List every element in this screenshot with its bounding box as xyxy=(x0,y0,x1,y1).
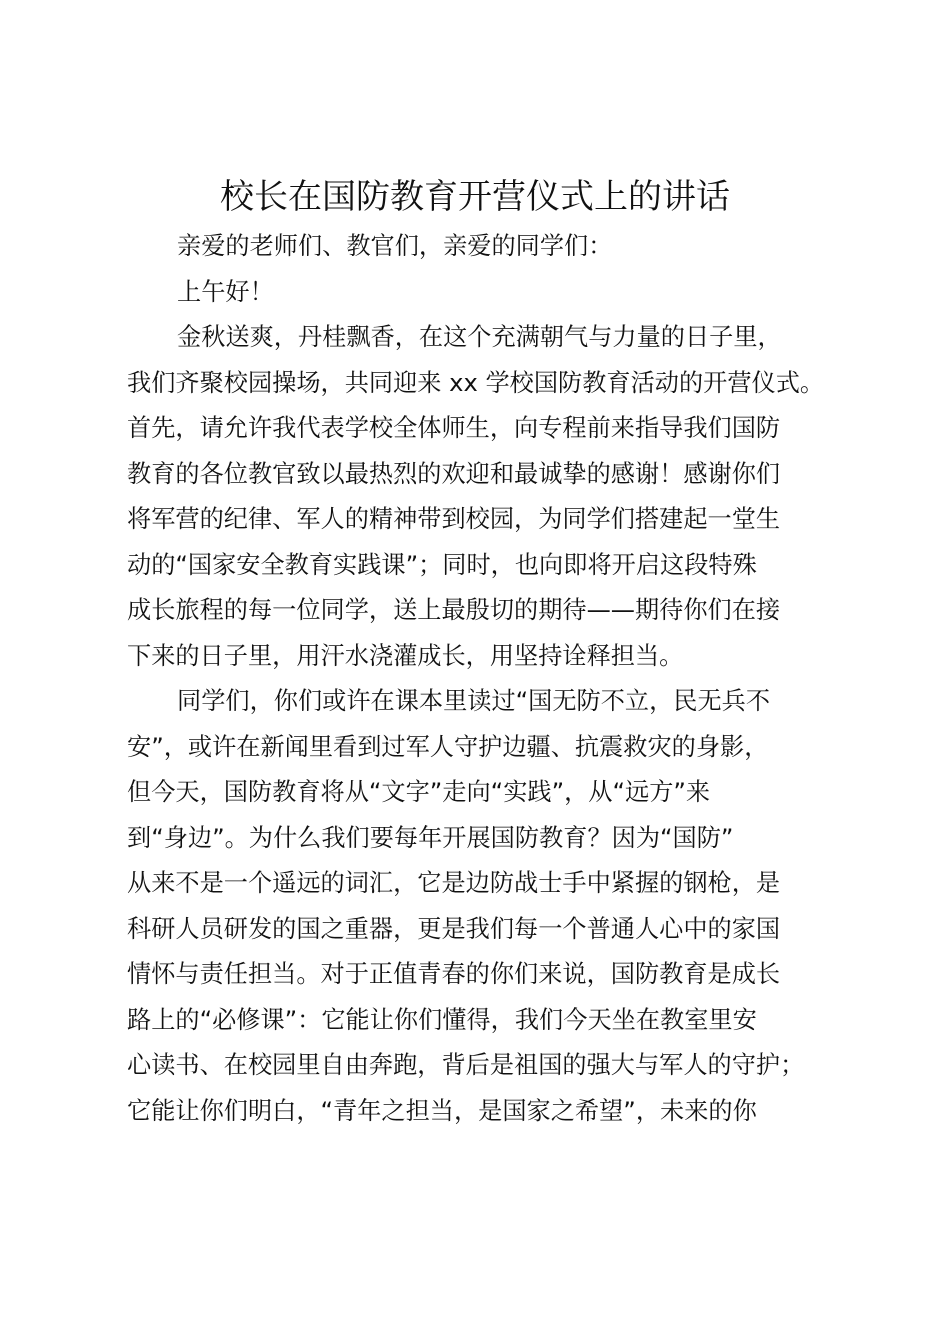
paragraph-2-line-7: 情怀与责任担当。对于正值青春的你们来说，国防教育是成长 xyxy=(127,960,781,988)
paragraph-1-line-4: 教育的各位教官致以最热烈的欢迎和最诚挚的感谢！感谢你们 xyxy=(127,459,781,488)
paragraph-1-line-5: 将军营的纪律、军人的精神带到校园，为同学们搭建起一堂生 xyxy=(127,505,781,533)
paragraph-2-line-3: 但今天，国防教育将从“文字”走向“实践”，从“远方”来 xyxy=(127,778,711,806)
paragraph-2-line-8: 路上的“必修课”：它能让你们懂得，我们今天坐在教室里安 xyxy=(127,1005,757,1034)
paragraph-2-line-1: 同学们，你们或许在课本里读过“国无防不立，民无兵不 xyxy=(177,687,771,715)
paragraph-1-line-6: 动的“国家安全教育实践课”；同时，也向即将开启这段特殊 xyxy=(127,550,757,579)
paragraph-2-line-2: 安”，或许在新闻里看到过军人守护边疆、抗震救灾的身影， xyxy=(127,732,769,761)
document-title: 校长在国防教育开营仪式上的讲话 xyxy=(220,177,730,217)
greeting-line: 上午好！ xyxy=(177,277,274,306)
paragraph-2-line-10: 它能让你们明白，“青年之担当，是国家之希望”，未来的你 xyxy=(127,1096,757,1125)
paragraph-2-line-9: 心读书、在校园里自由奔跑，背后是祖国的强大与军人的守护； xyxy=(127,1051,805,1079)
salutation-line: 亲爱的老师们、教官们，亲爱的同学们： xyxy=(177,232,613,260)
paragraph-1-line-1: 金秋送爽，丹桂飘香，在这个充满朝气与力量的日子里， xyxy=(177,323,782,351)
paragraph-2-line-4: 到“身边”。为什么我们要每年开展国防教育？因为“国防” xyxy=(127,823,734,852)
paragraph-2-line-5: 从来不是一个遥远的词汇，它是边防战士手中紧握的钢枪，是 xyxy=(127,869,781,897)
paragraph-1-line-8: 下来的日子里，用汗水浇灌成长，用坚持诠释担当。 xyxy=(127,641,684,670)
paragraph-1-line-3: 首先，请允许我代表学校全体师生，向专程前来指导我们国防 xyxy=(127,414,781,442)
paragraph-2-line-6: 科研人员研发的国之重器，更是我们每一个普通人心中的家国 xyxy=(127,914,781,943)
paragraph-1-line-7: 成长旅程的每一位同学，送上最殷切的期待——期待你们在接 xyxy=(127,596,781,624)
paragraph-1-line-2: 我们齐聚校园操场，共同迎来 xx 学校国防教育活动的开营仪式。 xyxy=(127,368,825,397)
document-body xyxy=(127,224,833,1134)
